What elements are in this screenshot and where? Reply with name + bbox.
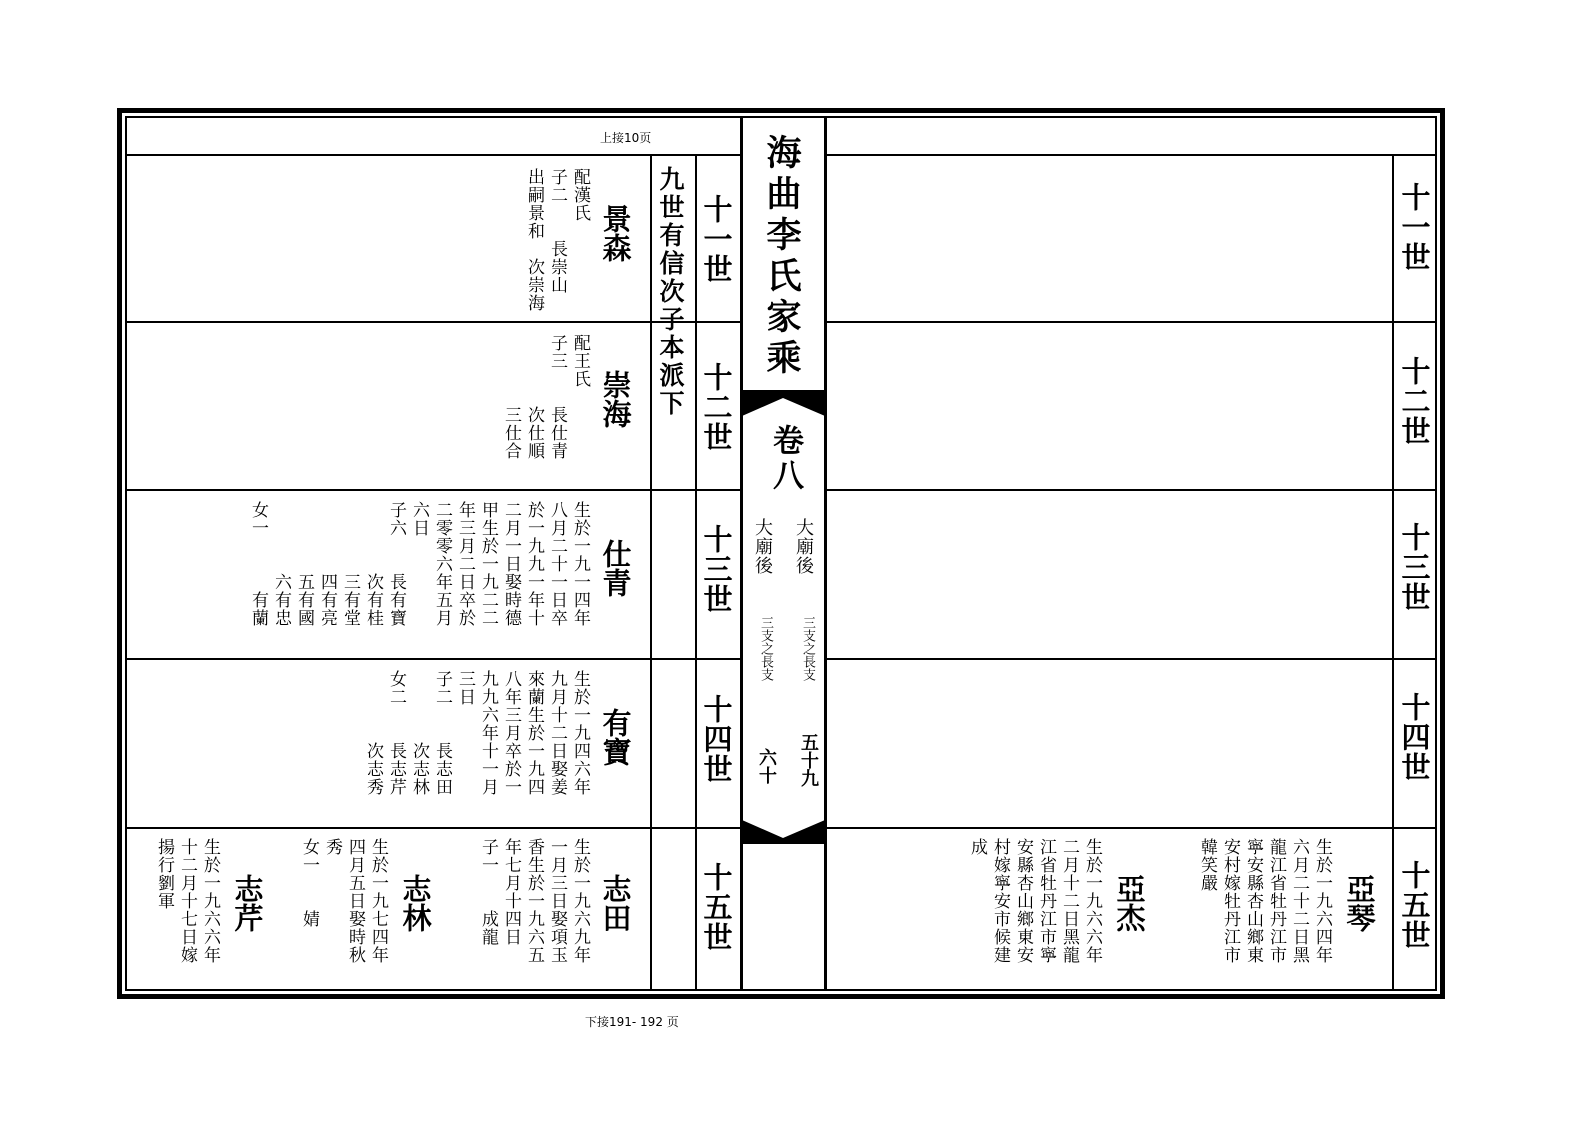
right-header-line: [826, 154, 1436, 156]
entry-col: 龍江省牡丹江市: [1266, 838, 1286, 964]
entry-col: 六月二十二日黑: [1289, 838, 1309, 964]
entry-col: 生於一九四六年: [570, 670, 590, 796]
entry-col: 八月二十一日卒: [547, 501, 567, 627]
entry-col: 成: [967, 838, 987, 856]
person-name-shiqing: 仕青: [598, 539, 633, 597]
left-row-line-2: [127, 489, 740, 491]
entry-col: 次有桂: [363, 501, 383, 627]
right-row-line-1: [826, 321, 1436, 323]
entry-col: 一月三日娶項玉: [547, 838, 567, 964]
right-gen-13: 十三世: [1397, 522, 1432, 612]
entry-col: 生於一九六六年: [200, 838, 220, 964]
spine-line-right: [824, 116, 827, 991]
entry-col: 秀: [322, 838, 342, 856]
right-gen-15: 十五世: [1397, 860, 1432, 950]
right-gen-line: [1392, 154, 1394, 991]
entry-col: 九月十二日娶姜: [547, 670, 567, 796]
entry-col: 安縣杏山鄉東安: [1013, 838, 1033, 964]
right-gen-12: 十二世: [1397, 356, 1432, 446]
person-name-zhiqin: 志芹: [230, 874, 265, 932]
left-header-line: [127, 154, 740, 156]
spine-line-left: [740, 116, 743, 991]
entry-col: 四月五日娶時秋: [345, 838, 365, 964]
spine-right-label: 大廟後: [793, 518, 814, 575]
entry-col: 女一 有蘭: [248, 501, 268, 627]
entry-col: 村嫁寧安市候建: [990, 838, 1010, 964]
left-gen-15: 十五世: [699, 862, 734, 952]
entry-col: 江省牡丹江市寧: [1036, 838, 1056, 964]
left-branch-line-a: [650, 154, 652, 991]
entry-col: 四有亮: [317, 501, 337, 627]
entry-col: 次志林: [409, 670, 429, 796]
left-gen-14: 十四世: [699, 694, 734, 784]
entry-col: 年七月十四日: [501, 838, 521, 946]
spine-title: 海曲李氏家乘: [761, 134, 802, 380]
entry-col: 子六 長有寶: [386, 501, 406, 627]
entry-col: 寧安縣杏山鄉東: [1243, 838, 1263, 964]
entry-col: 女一 婧: [299, 838, 319, 928]
entry-col: 甲生於一九二二: [478, 501, 498, 627]
right-gen-14: 十四世: [1397, 692, 1432, 782]
left-row-line-4: [127, 827, 740, 829]
entry-col: 子二 長志田: [432, 670, 452, 796]
left-gen-12: 十二世: [699, 362, 734, 452]
spine-right-page: 五十九: [798, 733, 819, 787]
spine-volume: 卷八: [767, 424, 803, 494]
spine-right-sub: 三支之長支: [800, 616, 815, 681]
entry-col: 九九六年十一月: [478, 670, 498, 796]
entry-col: 三仕合: [501, 334, 521, 460]
entry-col: 生於一九六四年: [1312, 838, 1332, 964]
entry-col: 二零零六年五月: [432, 501, 452, 627]
entry-col: 來蘭生於一九四: [524, 670, 544, 796]
entry-col: 出嗣景和 次崇海: [524, 168, 544, 312]
person-name-zhilin: 志林: [398, 874, 433, 932]
person-name-yajie: 亞杰: [1112, 874, 1147, 932]
spine-fish-tail-top: [742, 396, 825, 418]
entry-col: 十二月十七日嫁: [177, 838, 197, 964]
entry-col: 配王氏: [570, 334, 590, 388]
entry-col: 次仕順: [524, 334, 544, 460]
left-row-line-1: [127, 321, 740, 323]
entry-col: 次志秀: [363, 670, 383, 796]
person-name-chonghai: 崇海: [598, 370, 633, 428]
entry-col: 六有忠: [271, 501, 291, 627]
entry-col: 年三月二日卒於: [455, 501, 475, 627]
spine-left-sub: 三支之長支: [758, 616, 773, 681]
entry-col: 子二 長崇山: [547, 168, 567, 294]
entry-col: 安村嫁牡丹江市: [1220, 838, 1240, 964]
person-name-yaqin: 亞琴: [1342, 874, 1377, 932]
entry-col: 揚行劉軍: [154, 838, 174, 910]
person-name-zhitian: 志田: [598, 874, 633, 932]
right-row-line-2: [826, 489, 1436, 491]
right-row-line-4: [826, 827, 1436, 829]
entry-col: 女二 長志芹: [386, 670, 406, 796]
spine-left-page: 六十: [756, 748, 777, 784]
entry-col: 於一九九一年十: [524, 501, 544, 627]
entry-col: 生於一九一四年: [570, 501, 590, 627]
entry-col: 六日: [409, 501, 429, 537]
entry-col: 韓笑嚴: [1197, 838, 1217, 892]
person-name-youbao: 有寶: [598, 708, 633, 766]
entry-col: 香生於一九六五: [524, 838, 544, 964]
entry-col: 子三 長仕青: [547, 334, 567, 460]
bottom-caption: 下接191- 192 页: [585, 1015, 679, 1029]
entry-col: 二月十二日黑龍: [1059, 838, 1079, 964]
right-row-line-3: [826, 658, 1436, 660]
person-name-jingsen: 景森: [598, 204, 633, 262]
top-caption: 上接10页: [600, 131, 652, 145]
spine-left-label: 大廟後: [752, 518, 773, 575]
spine-fish-tail-bottom: [742, 818, 825, 840]
entry-col: 三有堂: [340, 501, 360, 627]
branch-title: 九世有信次子本派下: [656, 166, 685, 418]
entry-col: 生於一九六九年: [570, 838, 590, 964]
entry-col: 二月一日娶時德: [501, 501, 521, 627]
entry-col: 生於一九七四年: [368, 838, 388, 964]
entry-col: 五有國: [294, 501, 314, 627]
left-row-line-3: [127, 658, 740, 660]
left-branch-line-b: [695, 154, 697, 991]
right-gen-11: 十一世: [1397, 182, 1432, 272]
entry-col: 配漢氏: [570, 168, 590, 222]
entry-col: 生於一九六六年: [1082, 838, 1102, 964]
left-gen-11: 十一世: [699, 194, 734, 284]
left-gen-13: 十三世: [699, 524, 734, 614]
entry-col: 八年三月卒於一: [501, 670, 521, 796]
entry-col: 三日: [455, 670, 475, 706]
entry-col: 子一 成龍: [478, 838, 498, 946]
